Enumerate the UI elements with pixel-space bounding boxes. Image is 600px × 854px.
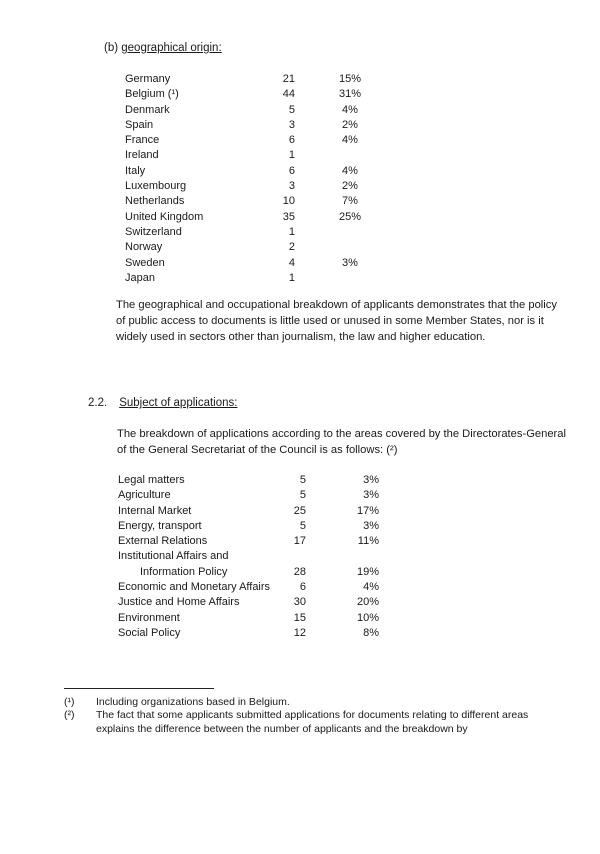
row-percentage: 15% xyxy=(338,73,362,85)
row-name: External Relations xyxy=(118,535,208,548)
row-name: Ireland xyxy=(125,149,159,162)
row-name: Luxembourg xyxy=(125,180,187,193)
row-count: 25 xyxy=(293,504,306,517)
row-count: 1 xyxy=(288,149,295,162)
breakdown-paragraph: The geographical and occupational breakdown of applicants demonstrates that the policy of public access to documents is little used or unused in some Member States, nor is it widely used in sectors other than journalism, the law and higher education. xyxy=(116,299,557,343)
row-count: 10 xyxy=(282,195,295,208)
row-percentage: 8% xyxy=(363,626,379,639)
footnote-mark: (²) xyxy=(64,709,75,721)
row-percentage: 19% xyxy=(356,565,379,578)
row-count: 5 xyxy=(288,103,295,116)
section-b-heading xyxy=(104,42,222,54)
section-b-title: geographical origin: xyxy=(121,42,222,54)
row-name: Japan xyxy=(125,271,155,284)
row-name: Spain xyxy=(125,118,154,131)
row-percentage: 31% xyxy=(338,88,362,101)
row-name: Norway xyxy=(125,241,163,254)
row-name: Denmark xyxy=(125,103,170,116)
footnote-text: The fact that some applicants submitted applications for documents relating to different areas explains the difference between the number of applicants and the breakdown by xyxy=(96,709,529,735)
footnote-text: Including organizations based in Belgium. xyxy=(96,696,290,708)
row-percentage: 3% xyxy=(363,474,379,486)
row-count: 21 xyxy=(282,73,295,85)
row-name: United Kingdom xyxy=(125,210,204,223)
row-name: Information Policy xyxy=(140,565,228,578)
row-name: Netherlands xyxy=(125,195,185,208)
row-count: 5 xyxy=(299,474,306,486)
row-name: Germany xyxy=(125,73,171,85)
row-percentage: 11% xyxy=(357,535,379,548)
row-count: 5 xyxy=(299,489,306,502)
row-percentage: 4% xyxy=(342,134,358,147)
row-count: 3 xyxy=(288,118,295,131)
row-name: Switzerland xyxy=(125,225,182,238)
row-name: France xyxy=(125,134,160,147)
row-name: Social Policy xyxy=(118,626,181,639)
row-name: Belgium (¹) xyxy=(125,88,179,101)
footnote-mark: (¹) xyxy=(64,696,75,708)
row-percentage: 3% xyxy=(363,489,379,502)
row-count: 1 xyxy=(288,225,295,238)
row-count: 17 xyxy=(293,535,306,548)
row-name: Economic and Monetary Affairs xyxy=(118,581,271,594)
row-percentage: 4% xyxy=(363,581,379,594)
row-count: 1 xyxy=(288,271,295,284)
row-name: Sweden xyxy=(125,256,165,269)
row-count: 6 xyxy=(288,164,295,177)
row-name: Agriculture xyxy=(118,489,171,502)
row-name: Institutional Affairs and xyxy=(118,550,229,563)
footnote-divider xyxy=(64,688,214,689)
row-name: Internal Market xyxy=(118,504,192,517)
row-count: 4 xyxy=(288,256,295,269)
row-name: Justice and Home Affairs xyxy=(118,596,240,609)
row-name: Environment xyxy=(118,611,180,624)
row-count: 15 xyxy=(293,611,306,624)
row-percentage: 7% xyxy=(342,195,358,208)
row-count: 3 xyxy=(288,180,295,193)
row-percentage: 20% xyxy=(356,596,379,609)
row-percentage: 17% xyxy=(356,504,379,517)
row-count: 12 xyxy=(293,626,306,639)
row-percentage: 2% xyxy=(342,118,358,131)
subject-intro-paragraph: The breakdown of applications according to the areas covered by the Directorates-General of the General Secretariat of the Council is as follows: (²) xyxy=(117,428,566,456)
row-count: 30 xyxy=(293,596,306,609)
footnote-1 xyxy=(64,696,564,710)
section-title: Subject of applications: xyxy=(119,397,238,409)
row-percentage: 2% xyxy=(342,180,358,193)
row-percentage: 4% xyxy=(342,164,358,177)
row-percentage: 3% xyxy=(342,256,358,269)
row-name: Legal matters xyxy=(118,474,185,486)
row-percentage: 25% xyxy=(338,210,362,223)
row-percentage: 4% xyxy=(342,103,358,116)
row-percentage: 3% xyxy=(363,519,379,532)
row-name: Italy xyxy=(125,164,146,177)
row-count: 5 xyxy=(299,519,306,532)
row-count: 6 xyxy=(299,581,306,594)
footnote-2 xyxy=(64,709,564,739)
row-name: Energy, transport xyxy=(118,519,202,532)
section-2-2-heading xyxy=(88,397,237,409)
row-count: 28 xyxy=(293,565,306,578)
row-count: 44 xyxy=(282,88,295,101)
row-count: 2 xyxy=(288,241,295,254)
row-count: 35 xyxy=(282,210,295,223)
row-count: 6 xyxy=(288,134,295,147)
row-percentage: 10% xyxy=(356,611,379,624)
section-number: 2.2. xyxy=(88,397,108,409)
section-b-prefix: (b) xyxy=(104,42,119,54)
